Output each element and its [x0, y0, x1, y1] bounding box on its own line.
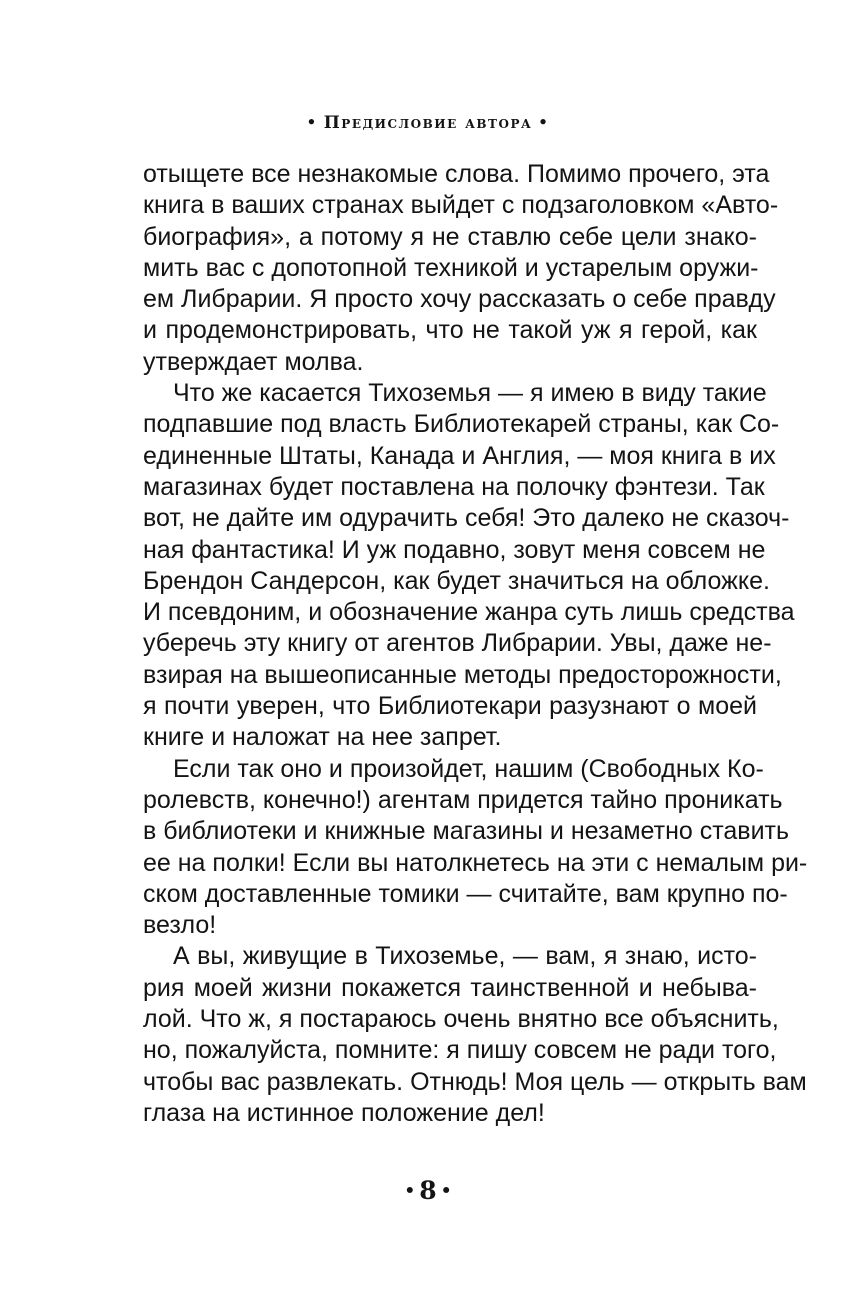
- text-line: мить вас с допотопной техникой и устарелым оружи-: [143, 253, 759, 282]
- text-line: ском доставленные томики — считайте, вам крупно по-: [143, 879, 788, 908]
- text-line: рия моей жизни покажется таинственной и небыва-: [143, 973, 757, 1002]
- text-line: уберечь эту книгу от агентов Либрарии. Увы, даже не-: [143, 629, 772, 658]
- text-line: биография», а потому я не ставлю себе цели знако-: [143, 222, 757, 251]
- text-line: ее на полки! Если вы натолкнетесь на эти с немалым ри-: [143, 848, 808, 877]
- text-line: вот, не дайте им одурачить себя! Это далеко не сказоч-: [143, 504, 790, 533]
- text-line: но, пожалуйста, помните: я пишу совсем не ради того,: [143, 1036, 777, 1065]
- text-line: лой. Что ж, я постараюсь очень внятно все объяснить,: [143, 1005, 779, 1034]
- text-line: Брендон Сандерсон, как будет значиться на обложке.: [143, 566, 770, 595]
- text-line: Что же касается Тихоземья — я имею в виду такие: [173, 379, 767, 408]
- text-line: ем Либрарии. Я просто хочу рассказать о себе правду: [143, 285, 776, 314]
- left-ornament: •: [404, 1181, 416, 1201]
- text-line: отыщете все незнакомые слова. Помимо прочего, эта: [143, 160, 770, 188]
- text-line: А вы, живущие в Тихоземье, — вам, я знаю, исто-: [173, 942, 757, 971]
- page-number: [0, 1176, 856, 1206]
- text-line: везло!: [143, 911, 217, 940]
- page-number-value: 8: [419, 1176, 437, 1205]
- text-line: книга в ваших странах выйдет с подзаголовком «Авто-: [143, 191, 779, 220]
- right-ornament: •: [538, 113, 550, 131]
- right-ornament: •: [440, 1181, 452, 1201]
- running-title: Предисловие автора: [323, 113, 533, 133]
- body-text: [143, 159, 808, 1129]
- text-line: магазинах будет поставлена на полочку фэнтези. Так: [143, 472, 765, 501]
- text-line: в библиотеки и книжные магазины и незаметно ставить: [143, 817, 790, 846]
- text-line: чтобы вас развлекать. Отнюдь! Моя цель — открыть вам: [143, 1067, 807, 1096]
- text-line: и продемонстрировать, что не такой уж я герой, как: [143, 316, 757, 345]
- text-line: подпавшие под власть Библиотекарей страны, как Со-: [143, 410, 780, 439]
- text-line: утверждает молва.: [143, 347, 364, 376]
- text-line: ная фантастика! И уж подавно, зовут меня совсем не: [143, 535, 766, 564]
- text-line: И псевдоним, и обозначение жанра суть лишь средства: [143, 598, 795, 627]
- text-line: Если так оно и произойдет, нашим (Свободных Ко-: [173, 754, 764, 783]
- text-line: глаза на истинное положение дел!: [143, 1098, 545, 1127]
- text-line: единенные Штаты, Канада и Англия, — моя книга в их: [143, 441, 776, 470]
- text-line: взирая на вышеописанные методы предосторожности,: [143, 660, 782, 689]
- text-line: я почти уверен, что Библиотекари разузнают о моей: [143, 692, 757, 721]
- text-line: ролевств, конечно!) агентам придется тайно проникать: [143, 785, 783, 814]
- left-ornament: •: [306, 113, 318, 131]
- running-head: [0, 110, 856, 135]
- text-line: книге и наложат на нее запрет.: [143, 723, 502, 752]
